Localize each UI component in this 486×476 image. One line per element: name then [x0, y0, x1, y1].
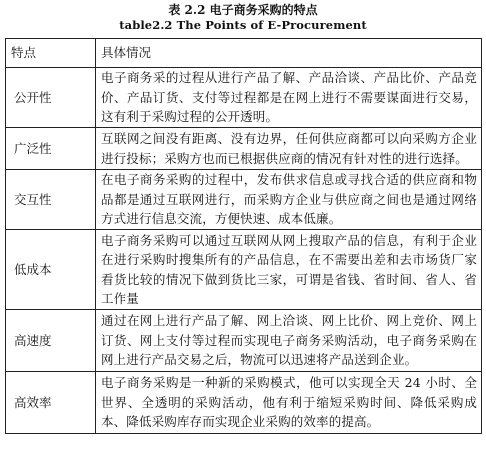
table-row	[6, 230, 482, 310]
table-row	[6, 310, 482, 372]
feature-cell: 广泛性	[6, 128, 96, 170]
feature-cell: 交互性	[6, 170, 96, 230]
procurement-features-table	[5, 38, 482, 434]
detail-cell: 电子商务采的过程从进行产品了解、产品洽谈、产品比价、产品竞价、产品订货、支付等过程都是在网上进行不需要谋面进行交易，这有利于采购过程的公开透明。	[96, 68, 482, 128]
feature-cell: 高速度	[6, 310, 96, 372]
table-caption	[0, 0, 486, 33]
table-header-row	[6, 39, 482, 68]
feature-cell: 低成本	[6, 230, 96, 310]
detail-cell: 通过在网上进行产品了解、网上洽谈、网上比价、网上竞价、网上订货、网上支付等过程而实现电子商务采购活动，电子商务采购在网上进行产品交易之后，物流可以迅速将产品送到企业。	[96, 310, 482, 372]
detail-cell: 在电子商务采购的过程中，发布供求信息或寻找合适的供应商和物品都是通过互联网进行，而采购方企业与供应商之间也是通过网络方式进行信息交流，方便快速、成本低廉。	[96, 170, 482, 230]
table-row	[6, 128, 482, 170]
table-row	[6, 170, 482, 230]
header-feature: 特点	[6, 39, 96, 68]
detail-cell: 电子商务采购是一种新的采购模式，他可以实现全天 24 小时、全世界、全透明的采购活动，他有利于缩短采购时间、降低采购成本、降低采购库存而实现企业采购的效率的提高。	[96, 372, 482, 434]
detail-cell: 电子商务采购可以通过互联网从网上搜取产品的信息，有利于企业在进行采购时搜集所有的产品信息，在不需要出差和去市场货厂家看货比较的情况下做到货比三家，可谓是省钱、省时间、省人、省工作量	[96, 230, 482, 310]
feature-cell: 公开性	[6, 68, 96, 128]
header-detail: 具体情况	[96, 39, 482, 68]
feature-cell: 高效率	[6, 372, 96, 434]
caption-chinese: 表 2.2 电子商务采购的特点	[168, 3, 318, 17]
caption-english: table2.2 The Points of E-Procurement	[119, 18, 367, 32]
table-row	[6, 68, 482, 128]
table-row	[6, 372, 482, 434]
detail-cell: 互联网之间没有距离、没有边界，任何供应商都可以向采购方企业进行投标；采购方也而已根据供应商的情况有针对性的进行选择。	[96, 128, 482, 170]
